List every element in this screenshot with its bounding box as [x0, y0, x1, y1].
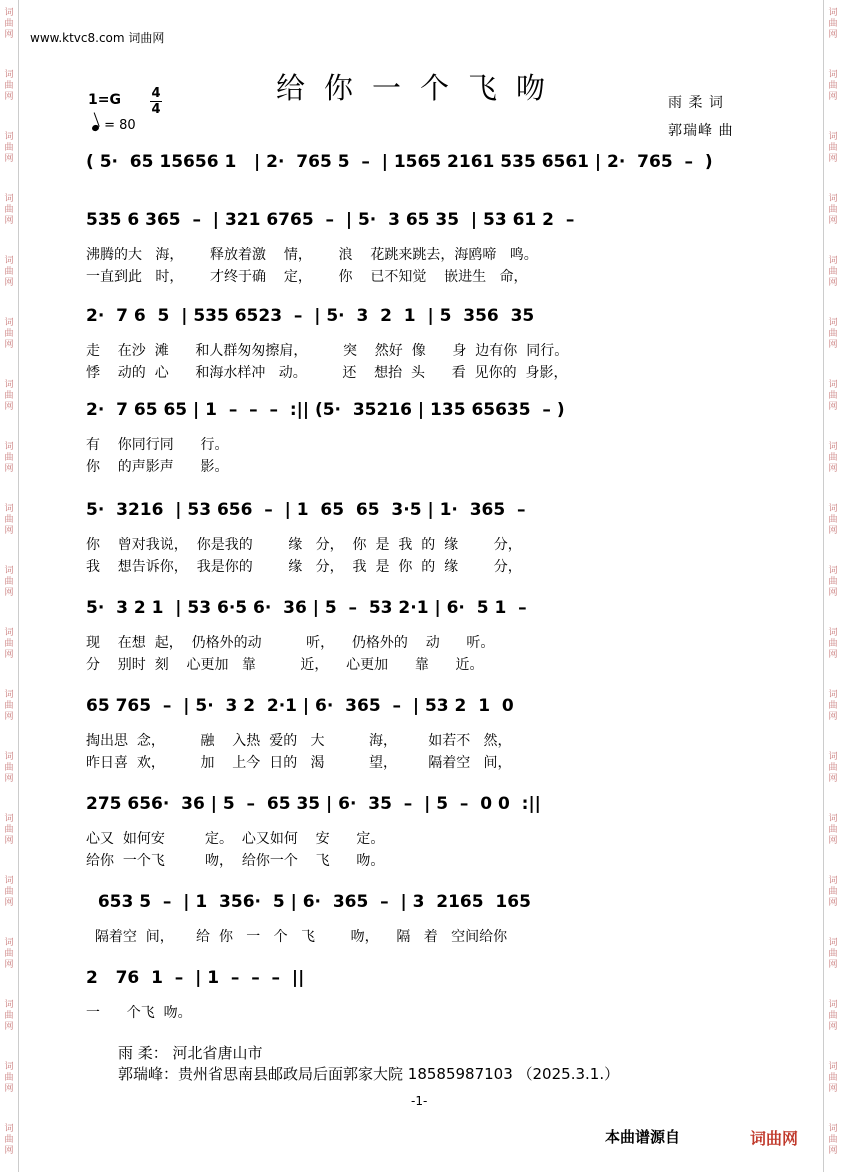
watermark-text: 词曲网: [4, 318, 14, 350]
watermark-text: 词曲网: [828, 70, 838, 102]
watermark-text: 词曲网: [4, 938, 14, 970]
watermark-text: 词曲网: [828, 1000, 838, 1032]
watermark-text: 词曲网: [828, 194, 838, 226]
watermark-text: 词曲网: [828, 442, 838, 474]
watermark-text: 词曲网: [828, 380, 838, 412]
lyric-line-6-2: 分 别时 刻 心更加 靠 近， 心更加 靠 近。: [86, 657, 484, 673]
notation-row-5: 5· 3216 | 53 656 – | 1 65 65 3·5 | 1· 365 –: [86, 500, 526, 520]
lyric-line-3-2: 悸 动的 心 和海水样冲 动。 还 想抬 头 看 见你的 身影，: [86, 365, 568, 381]
tempo-marking: [92, 118, 136, 133]
watermark-text: 词曲网: [828, 8, 838, 40]
composer-credit: 郭瑞峰 曲: [668, 123, 734, 139]
time-signature: [150, 86, 162, 117]
watermark-text: 词曲网: [4, 1124, 14, 1156]
watermark-text: 词曲网: [4, 690, 14, 722]
watermark-text: 词曲网: [828, 690, 838, 722]
lyric-line-6-1: 现 在想 起， 仍格外的动 听， 仍格外的 动 听。: [86, 635, 495, 651]
watermark-text: 词曲网: [4, 566, 14, 598]
time-signature-bottom: 4: [151, 102, 161, 117]
notation-row-3: 2· 7 6 5 | 535 6523 – | 5· 3 2 1 | 5 356 35: [86, 306, 535, 326]
watermark-text: 词曲网: [828, 318, 838, 350]
lyric-line-3-1: 走 在沙 滩 和人群匆匆擦肩， 突 然好 像 身 边有你 同行。: [86, 343, 569, 359]
watermark-text: 词曲网: [828, 1124, 838, 1156]
watermark-text: 词曲网: [4, 876, 14, 908]
source-label: 本曲谱源自: [605, 1128, 681, 1146]
watermark-text: 词曲网: [4, 70, 14, 102]
lyric-line-4-2: 你 的声影声 影。: [86, 459, 229, 475]
lyric-line-5-2: 我 想告诉你， 我是你的 缘 分， 我 是 你 的 缘 分，: [86, 559, 522, 575]
lyric-line-7-1: 掏出思 念， 融 入热 爱的 大 海， 如若不 然，: [86, 733, 512, 749]
watermark-text: 词曲网: [4, 1062, 14, 1094]
watermark-text: 词曲网: [4, 8, 14, 40]
watermark-text: 词曲网: [4, 504, 14, 536]
quarter-note-icon: [91, 124, 100, 132]
notation-row-4: 2· 7 65 65 | 1 – – – :|| (5· 35216 | 135 65635 – ): [86, 400, 565, 420]
lyric-line-8-2: 给你 一个飞 吻， 给你一个 飞 吻。: [86, 853, 385, 869]
watermark-text: 词曲网: [828, 1062, 838, 1094]
notation-row-10: 2 76 1 – | 1 – – – ||: [86, 968, 305, 988]
notation-row-8: 275 656· 36 | 5 – 65 35 | 6· 35 – | 5 – 0 0 :||: [86, 794, 541, 814]
notation-row-2: 535 6 365 – | 321 6765 – | 5· 3 65 35 | 53 61 2 –: [86, 210, 575, 230]
watermark-text: 词曲网: [828, 752, 838, 784]
notation-row-7: 65 765 – | 5· 3 2 2·1 | 6· 365 – | 53 2 1 0: [86, 696, 514, 716]
watermark-text: 词曲网: [828, 938, 838, 970]
watermark-text: 词曲网: [828, 876, 838, 908]
watermark-text: 词曲网: [4, 752, 14, 784]
lyric-line-2-1: 沸腾的大 海， 释放着激 情， 浪 花跳来跳去，海鸥啼 鸣。: [86, 247, 538, 263]
brand-logo[interactable]: 词曲网: [750, 1129, 799, 1148]
tempo-value: = 80: [104, 118, 136, 133]
key-signature: 1=G: [88, 92, 121, 108]
watermark-text: 词曲网: [828, 504, 838, 536]
lyric-line-9-1: 隔着空 间， 给 你 一 个 飞 吻， 隔 着 空间给你: [86, 929, 508, 945]
lyric-line-10-1: 一 个飞 吻。: [86, 1005, 192, 1021]
lyric-line-8-1: 心又 如何安 定。 心又如何 安 定。: [86, 831, 385, 847]
watermark-text: 词曲网: [4, 194, 14, 226]
footer-lyricist-address: 雨 柔： 河北省唐山市: [118, 1044, 263, 1062]
watermark-text: 词曲网: [4, 814, 14, 846]
footer-composer-address: 郭瑞峰：贵州省思南县邮政局后面郭家大院 18585987103 （2025.3.1.）: [118, 1065, 620, 1083]
watermark-text: 词曲网: [4, 256, 14, 288]
notation-row-6: 5· 3 2 1 | 53 6·5 6· 36 | 5 – 53 2·1 | 6· 5 1 –: [86, 598, 527, 618]
watermark-text: 词曲网: [828, 132, 838, 164]
watermark-text: 词曲网: [828, 566, 838, 598]
watermark-text: 词曲网: [4, 1000, 14, 1032]
lyric-line-4-1: 有 你同行同 行。: [86, 437, 229, 453]
watermark-text: 词曲网: [828, 256, 838, 288]
lyric-line-5-1: 你 曾对我说， 你是我的 缘 分， 你 是 我 的 缘 分，: [86, 537, 522, 553]
site-label[interactable]: www.ktvc8.com 词曲网: [30, 31, 165, 45]
watermark-text: 词曲网: [828, 628, 838, 660]
notation-row-1: ( 5· 65 15656 1 | 2· 765 5 – | 1565 2161 535 6561 | 2· 765 – ): [86, 152, 713, 172]
page-number: -1-: [411, 1094, 428, 1108]
lyric-line-7-2: 昨日喜 欢， 加 上今 日的 渴 望， 隔着空 间，: [86, 755, 512, 771]
watermark-text: 词曲网: [4, 442, 14, 474]
watermark-text: 词曲网: [4, 132, 14, 164]
watermark-text: 词曲网: [828, 814, 838, 846]
time-signature-top: 4: [151, 86, 161, 101]
song-title: 给你一个飞吻: [276, 71, 565, 105]
watermark-text: 词曲网: [4, 380, 14, 412]
lyricist-credit: 雨 柔 词: [668, 95, 724, 111]
lyric-line-2-2: 一直到此 时， 才终于确 定， 你 已不知觉 嵌进生 命，: [86, 269, 528, 285]
notation-row-9: 653 5 – | 1 356· 5 | 6· 365 – | 3 2165 165: [86, 892, 531, 912]
watermark-text: 词曲网: [4, 628, 14, 660]
